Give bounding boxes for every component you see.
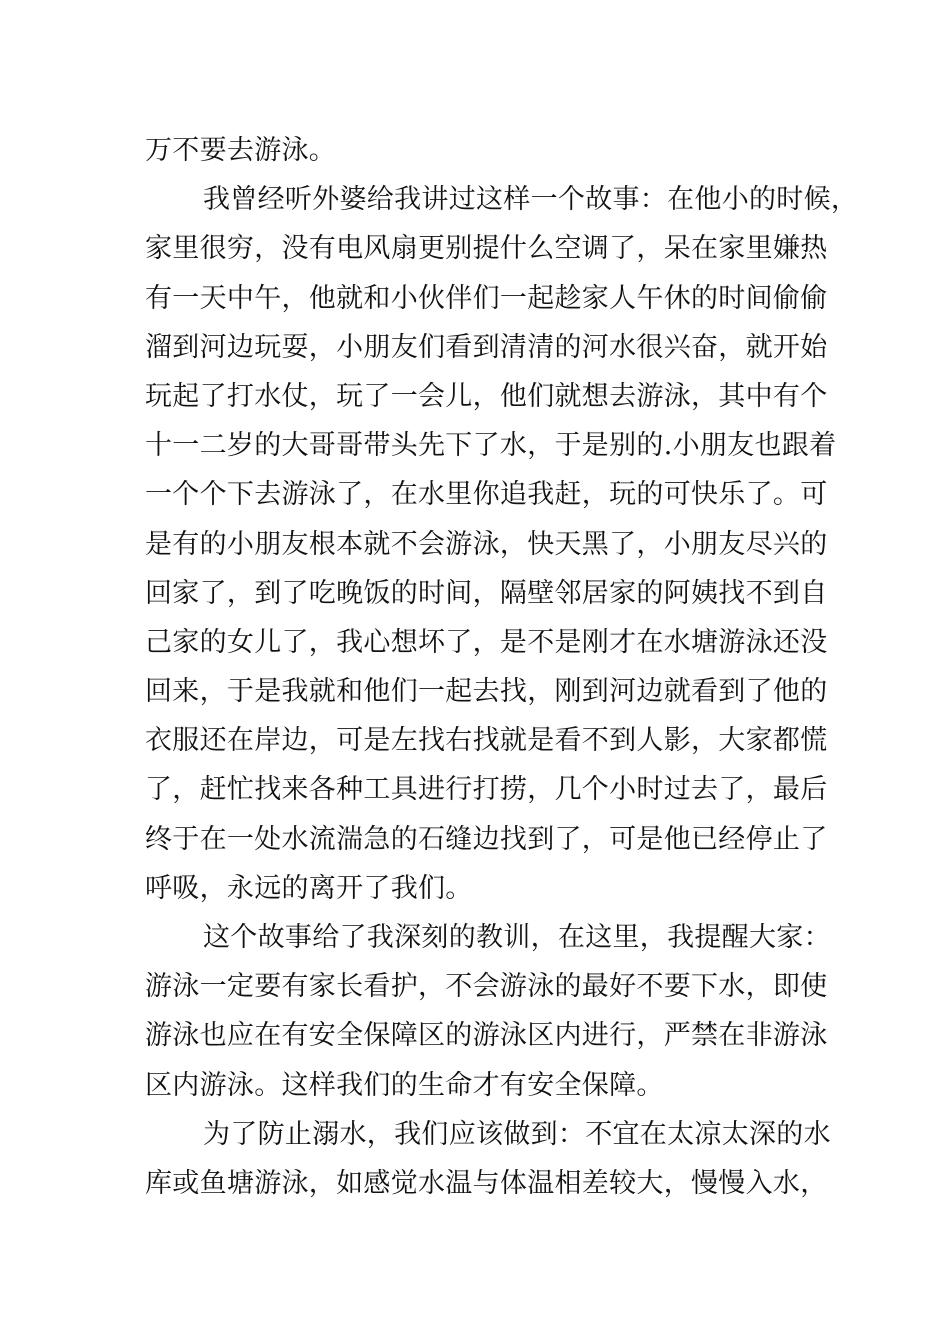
text-line: 己家的女儿了，我心想坏了，是不是刚才在水塘游泳还没: [145, 626, 828, 658]
text-line: 库或鱼塘游泳，如感觉水温与体温相差较大，慢慢入水，: [145, 1167, 828, 1199]
text-line: 万不要去游泳。: [145, 135, 337, 166]
text-line: 家里很穷，没有电风扇更别提什么空调了，呆在家里嫌热: [145, 233, 828, 265]
text-line: 衣服还在岸边，可是左找右找就是看不到人影，大家都慌: [145, 725, 828, 757]
text-line: 了，赶忙找来各种工具进行打捞，几个小时过去了，最后: [145, 774, 828, 806]
paragraph-first-line: 这个故事给了我深刻的教训，在这里，我提醒大家：: [203, 922, 831, 953]
text-line: 呼吸，永远的离开了我们。: [145, 872, 473, 904]
text-line: 游泳一定要有家长看护，不会游泳的最好不要下水，即使: [145, 971, 828, 1003]
text-line: 一个个下去游泳了，在水里你追我赶，玩的可快乐了。可: [145, 479, 828, 511]
text-line: 终于在一处水流湍急的石缝边找到了，可是他已经停止了: [145, 823, 828, 855]
text-line: 区内游泳。这样我们的生命才有安全保障。: [145, 1069, 664, 1101]
text-line: 回来，于是我就和他们一起去找，刚到河边就看到了他的: [145, 676, 828, 708]
text-line: 是有的小朋友根本就不会游泳，快天黑了，小朋友尽兴的: [145, 528, 828, 560]
text-line: 回家了，到了吃晚饭的时间，隔壁邻居家的阿姨找不到自: [145, 577, 828, 609]
text-line: 溜到河边玩耍，小朋友们看到清清的河水很兴奋，就开始: [145, 331, 828, 363]
document-body: [145, 126, 859, 1208]
text-line: 游泳也应在有安全保障区的游泳区内进行，严禁在非游泳: [145, 1020, 828, 1052]
paragraph-first-line: 为了防止溺水，我们应该做到：不宜在太凉太深的水: [203, 1118, 831, 1150]
text-line: 十一二岁的大哥哥带头先下了水，于是别的.小朋友也跟着: [145, 430, 837, 462]
text-line: 玩起了打水仗，玩了一会儿，他们就想去游泳，其中有个: [145, 380, 828, 412]
text-line: 有一天中午，他就和小伙伴们一起趁家人午休的时间偷偷: [145, 282, 828, 314]
paragraph-first-line: 我曾经听外婆给我讲过这样一个故事：在他小的时候，: [203, 184, 859, 216]
